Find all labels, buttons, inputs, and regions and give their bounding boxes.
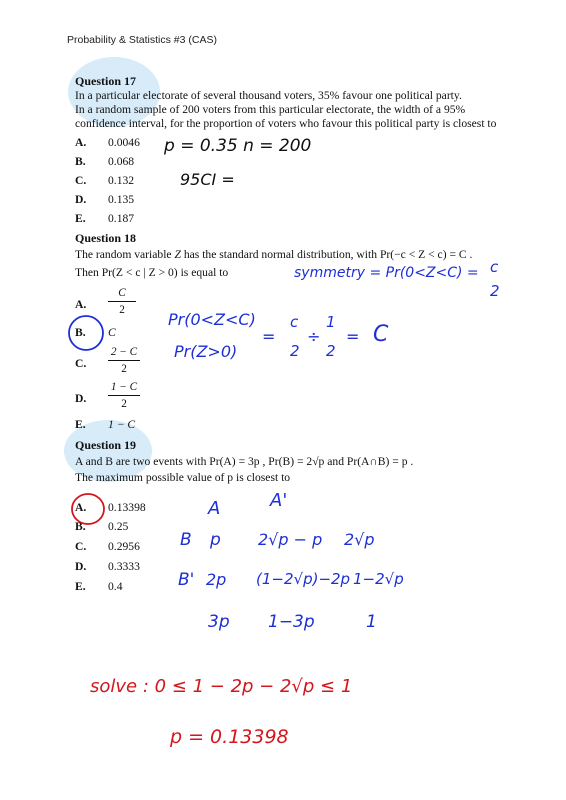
question-19-title: Question 19 <box>75 438 137 452</box>
q18-option-b-value: C <box>108 326 116 339</box>
q18-option-a-numerator: C <box>108 287 136 302</box>
q18-option-d-numerator: 1 − C <box>108 381 140 396</box>
q18-handwriting-c: c <box>290 313 299 331</box>
q18-answer-circle <box>69 316 103 350</box>
q19-table-row-b-prime: B' <box>178 570 195 590</box>
question-17-stem-line: In a random sample of 200 voters from this particular electorate, the width of a 95% <box>75 103 466 116</box>
q18-option-c-denominator: 2 <box>121 363 127 375</box>
q19-table-cell: (1−2√p)−2p <box>256 570 351 588</box>
q19-table-cell: 2p <box>206 570 227 589</box>
q18-handwriting-two-second: 2 <box>326 342 336 360</box>
q18-handwriting-denominator: Pr(Z>0) <box>174 342 238 361</box>
q19-table-col-a: A <box>208 498 221 519</box>
q17-option-b-value: 0.068 <box>108 155 135 168</box>
q18-stem-text-b: has the standard normal distribution, with <box>183 248 378 261</box>
q18-then-text-a: Then <box>75 266 99 279</box>
q19-table-cell: 1−3p <box>268 612 315 632</box>
question-19-stem-line: A and B are two events with Pr(A) = 3p , Pr(B) = 2√p and Pr(A∩B) = p . <box>75 455 414 468</box>
question-17-stem-line: In a particular electorate of several thousand voters, 35% favour one political party. <box>75 89 462 102</box>
q19-option-d-value: 0.3333 <box>108 560 140 573</box>
q18-option-a-letter: A. <box>75 298 87 311</box>
q18-handwriting-symmetry-numerator: c <box>490 258 499 276</box>
q19-option-b-letter: B. <box>75 520 86 533</box>
q18-then-expression: Pr(Z < c | Z > 0) <box>101 266 178 279</box>
q19-table-cell: p <box>210 530 221 550</box>
q19-option-c-value: 0.2956 <box>108 540 140 553</box>
q18-handwriting-symmetry-denominator: 2 <box>490 282 500 300</box>
question-18-title: Question 18 <box>75 231 137 245</box>
q19-table-cell: 2√p <box>344 530 375 549</box>
q18-handwriting-result: C <box>373 322 389 347</box>
q17-handwriting-95ci: 95CI = <box>180 170 235 189</box>
q17-option-e-value: 0.187 <box>108 212 135 225</box>
q17-handwriting-p-n: p = 0.35 n = 200 <box>164 136 312 156</box>
question-17-stem-line: confidence interval, for the proportion of voters who favour this political party is closest to <box>75 117 497 130</box>
q17-option-a-letter: A. <box>75 136 87 149</box>
q18-stem-expression: Pr(−c < Z < c) = C . <box>379 248 473 261</box>
q18-handwriting-divide: ÷ <box>307 327 321 346</box>
q19-table-cell: 2√p − p <box>258 530 323 549</box>
q18-handwriting-two: 2 <box>290 342 300 360</box>
q18-handwriting-equals: = <box>262 327 276 346</box>
q18-option-a-denominator: 2 <box>119 304 125 316</box>
q17-option-c-letter: C. <box>75 174 87 187</box>
q19-table-cell: 3p <box>208 612 230 632</box>
q18-stem-text-a: The random variable <box>75 248 172 261</box>
q19-table-cell: 1−2√p <box>353 570 404 588</box>
q19-option-b-value: 0.25 <box>108 520 129 533</box>
q18-stem-variable: Z <box>174 248 181 261</box>
q18-option-e-value: 1 − C <box>108 418 136 431</box>
q17-option-a-value: 0.0046 <box>108 136 140 149</box>
q19-table-col-a-prime: A' <box>270 490 288 511</box>
q18-option-d-denominator: 2 <box>121 398 127 410</box>
page-header: Probability & Statistics #3 (CAS) <box>67 34 217 46</box>
q18-option-e-letter: E. <box>75 418 86 431</box>
q19-handwriting-answer: p = 0.13398 <box>170 726 289 748</box>
q19-option-c-letter: C. <box>75 540 87 553</box>
q18-handwriting-symmetry: symmetry = Pr(0<Z<C) = <box>294 265 479 281</box>
q18-handwriting-one: 1 <box>326 313 336 331</box>
q18-option-b-letter: B. <box>75 326 86 339</box>
q19-option-e-letter: E. <box>75 580 86 593</box>
q19-table-row-b: B <box>180 530 192 550</box>
q17-option-d-letter: D. <box>75 193 87 206</box>
q18-handwriting-equals-second: = <box>346 327 360 346</box>
q19-option-d-letter: D. <box>75 560 87 573</box>
q17-option-c-value: 0.132 <box>108 174 135 187</box>
q19-option-a-letter: A. <box>75 501 87 514</box>
question-19-stem-line: The maximum possible value of p is closest to <box>75 471 291 484</box>
q17-option-e-letter: E. <box>75 212 86 225</box>
q19-option-a-value: 0.13398 <box>108 501 146 514</box>
q17-option-b-letter: B. <box>75 155 86 168</box>
q19-answer-circle <box>72 494 104 524</box>
q18-then-text-b: is equal to <box>180 266 229 279</box>
q18-option-c-numerator: 2 − C <box>108 346 140 361</box>
q18-option-d-letter: D. <box>75 392 87 405</box>
q19-option-e-value: 0.4 <box>108 580 123 593</box>
q18-handwriting-numerator: Pr(0<Z<C) <box>168 310 256 329</box>
q19-table-cell: 1 <box>366 612 377 632</box>
question-17-title: Question 17 <box>75 74 137 88</box>
q19-handwriting-solve: solve : 0 ≤ 1 − 2p − 2√p ≤ 1 <box>90 676 353 697</box>
q17-option-d-value: 0.135 <box>108 193 135 206</box>
q18-option-c-letter: C. <box>75 357 87 370</box>
